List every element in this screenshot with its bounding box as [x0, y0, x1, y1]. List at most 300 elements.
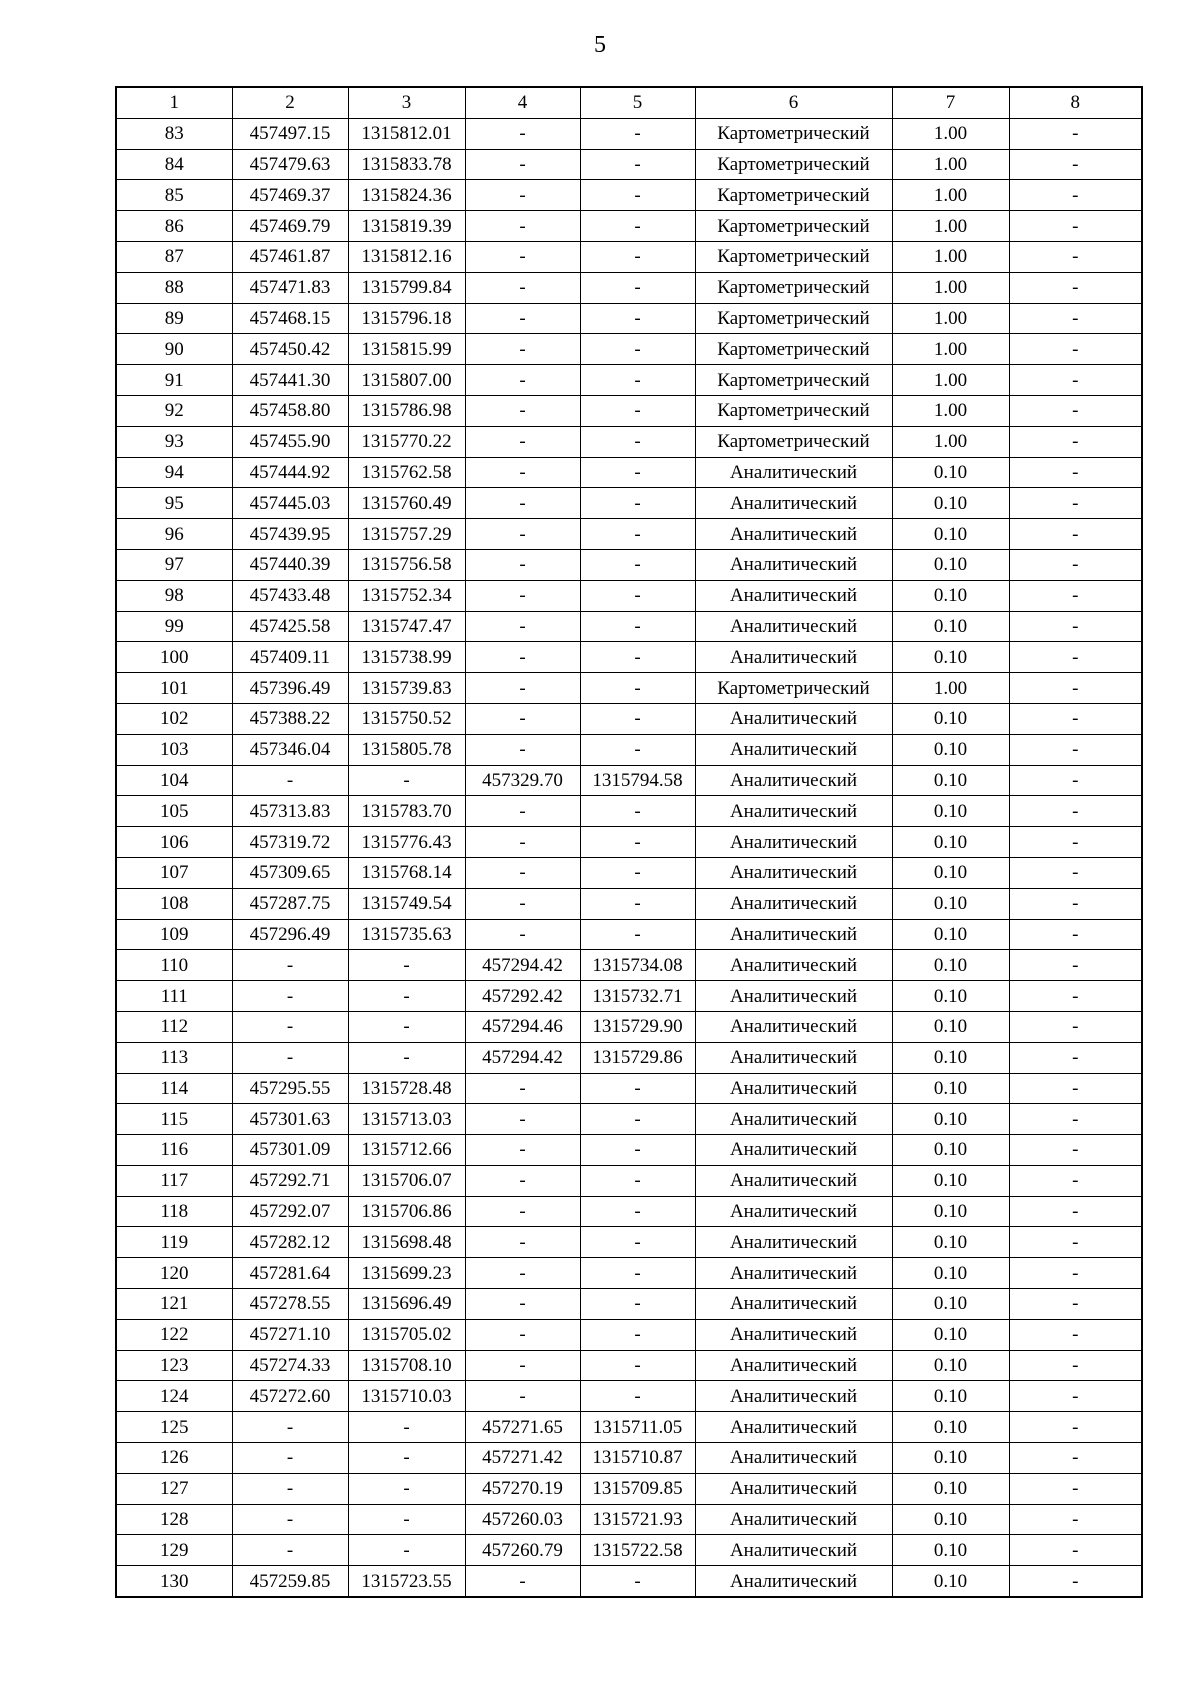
table-cell: -	[1009, 303, 1142, 334]
table-cell: 0.10	[892, 1381, 1009, 1412]
table-cell: Аналитический	[695, 1412, 892, 1443]
table-cell: -	[1009, 334, 1142, 365]
table-cell: -	[580, 1289, 695, 1320]
table-cell: -	[580, 827, 695, 858]
table-row	[116, 426, 1142, 457]
table-cell: -	[580, 1135, 695, 1166]
table-cell: 0.10	[892, 1289, 1009, 1320]
table-cell: -	[465, 1073, 580, 1104]
table-cell: 1315799.84	[348, 272, 465, 303]
table-cell: -	[1009, 950, 1142, 981]
table-cell: -	[1009, 703, 1142, 734]
column-header: 4	[465, 87, 580, 118]
table-cell: -	[580, 1258, 695, 1289]
table-row	[116, 272, 1142, 303]
table-cell: -	[580, 1165, 695, 1196]
table-cell: Картометрический	[695, 673, 892, 704]
table-cell: -	[580, 1104, 695, 1135]
table-cell: Аналитический	[695, 1165, 892, 1196]
table-cell: 1315757.29	[348, 519, 465, 550]
table-cell: -	[232, 765, 348, 796]
table-cell: 457296.49	[232, 919, 348, 950]
table-cell: 92	[116, 395, 232, 426]
table-cell: -	[348, 1443, 465, 1474]
table-cell: 457278.55	[232, 1289, 348, 1320]
table-cell: -	[1009, 734, 1142, 765]
table-cell: -	[580, 1350, 695, 1381]
table-cell: 0.10	[892, 457, 1009, 488]
table-cell: 457274.33	[232, 1350, 348, 1381]
table-cell: 0.10	[892, 981, 1009, 1012]
table-cell: 0.10	[892, 1196, 1009, 1227]
table-cell: 95	[116, 488, 232, 519]
table-cell: Аналитический	[695, 765, 892, 796]
table-cell: 457396.49	[232, 673, 348, 704]
table-cell: Аналитический	[695, 519, 892, 550]
table-cell: -	[465, 734, 580, 765]
table-cell: 0.10	[892, 580, 1009, 611]
table-row	[116, 1104, 1142, 1135]
table-cell: 1315762.58	[348, 457, 465, 488]
table-cell: 457292.07	[232, 1196, 348, 1227]
table-cell: -	[465, 1258, 580, 1289]
table-cell: -	[465, 395, 580, 426]
table-cell: 98	[116, 580, 232, 611]
table-row	[116, 1258, 1142, 1289]
table-cell: 107	[116, 857, 232, 888]
table-cell: 104	[116, 765, 232, 796]
table-cell: -	[580, 426, 695, 457]
table-cell: 84	[116, 149, 232, 180]
table-cell: 1315760.49	[348, 488, 465, 519]
table-cell: 1315833.78	[348, 149, 465, 180]
table-cell: -	[580, 149, 695, 180]
table-row	[116, 1473, 1142, 1504]
table-cell: 1315812.16	[348, 241, 465, 272]
table-cell: 457281.64	[232, 1258, 348, 1289]
table-cell: -	[232, 1412, 348, 1443]
table-cell: 457439.95	[232, 519, 348, 550]
table-row	[116, 1566, 1142, 1597]
table-cell: 123	[116, 1350, 232, 1381]
table-cell: -	[348, 1412, 465, 1443]
table-cell: -	[465, 1165, 580, 1196]
table-cell: 1315713.03	[348, 1104, 465, 1135]
table-cell: 457409.11	[232, 642, 348, 673]
column-header: 2	[232, 87, 348, 118]
table-row	[116, 149, 1142, 180]
table-cell: -	[580, 519, 695, 550]
table-row	[116, 642, 1142, 673]
table-cell: -	[580, 642, 695, 673]
table-cell: -	[580, 457, 695, 488]
table-cell: 96	[116, 519, 232, 550]
table-cell: Картометрический	[695, 118, 892, 149]
table-cell: 1.00	[892, 334, 1009, 365]
table-cell: 1315709.85	[580, 1473, 695, 1504]
table-cell: 1315710.03	[348, 1381, 465, 1412]
table-cell: -	[1009, 1104, 1142, 1135]
table-cell: -	[1009, 888, 1142, 919]
table-cell: 457287.75	[232, 888, 348, 919]
table-cell: -	[465, 1196, 580, 1227]
table-cell: 0.10	[892, 1135, 1009, 1166]
table-cell: Аналитический	[695, 488, 892, 519]
table-cell: 457445.03	[232, 488, 348, 519]
table-row	[116, 919, 1142, 950]
table-cell: Аналитический	[695, 1042, 892, 1073]
table-cell: 108	[116, 888, 232, 919]
table-cell: -	[1009, 857, 1142, 888]
table-cell: -	[1009, 1504, 1142, 1535]
table-cell: -	[465, 272, 580, 303]
table-cell: Картометрический	[695, 180, 892, 211]
table-cell: -	[465, 1381, 580, 1412]
table-row	[116, 1319, 1142, 1350]
table-cell: -	[465, 241, 580, 272]
table-cell: 1315699.23	[348, 1258, 465, 1289]
table-cell: 1315807.00	[348, 365, 465, 396]
table-cell: 1315776.43	[348, 827, 465, 858]
table-row	[116, 1042, 1142, 1073]
table-header-row	[116, 87, 1142, 118]
table-row	[116, 950, 1142, 981]
table-cell: -	[580, 580, 695, 611]
table-cell: -	[348, 1504, 465, 1535]
table-cell: Аналитический	[695, 580, 892, 611]
table-cell: 1315721.93	[580, 1504, 695, 1535]
table-cell: 457479.63	[232, 149, 348, 180]
table-cell: 129	[116, 1535, 232, 1566]
table-cell: 1315794.58	[580, 765, 695, 796]
table-cell: 83	[116, 118, 232, 149]
table-cell: 1.00	[892, 303, 1009, 334]
table-row	[116, 519, 1142, 550]
table-cell: -	[465, 1104, 580, 1135]
table-row	[116, 334, 1142, 365]
table-cell: -	[580, 1227, 695, 1258]
table-cell: -	[465, 580, 580, 611]
table-cell: Аналитический	[695, 734, 892, 765]
table-cell: 127	[116, 1473, 232, 1504]
table-cell: 0.10	[892, 519, 1009, 550]
table-cell: -	[465, 1319, 580, 1350]
table-cell: 86	[116, 211, 232, 242]
table-cell: Аналитический	[695, 642, 892, 673]
table-cell: Аналитический	[695, 1319, 892, 1350]
table-cell: 457301.63	[232, 1104, 348, 1135]
table-cell: -	[1009, 395, 1142, 426]
table-cell: -	[232, 1443, 348, 1474]
table-cell: 457329.70	[465, 765, 580, 796]
table-cell: 1.00	[892, 365, 1009, 396]
table-cell: -	[580, 365, 695, 396]
table-cell: Аналитический	[695, 1258, 892, 1289]
table-cell: 0.10	[892, 1011, 1009, 1042]
table-row	[116, 549, 1142, 580]
table-cell: -	[348, 981, 465, 1012]
table-cell: -	[1009, 426, 1142, 457]
table-cell: -	[580, 549, 695, 580]
table-cell: 105	[116, 796, 232, 827]
table-cell: -	[465, 703, 580, 734]
table-cell: 100	[116, 642, 232, 673]
table-row	[116, 118, 1142, 149]
table-cell: 121	[116, 1289, 232, 1320]
table-cell: 0.10	[892, 857, 1009, 888]
table-cell: -	[1009, 1319, 1142, 1350]
table-cell: -	[465, 1566, 580, 1597]
table-row	[116, 1165, 1142, 1196]
table-cell: Аналитический	[695, 549, 892, 580]
table-cell: 457295.55	[232, 1073, 348, 1104]
table-cell: -	[1009, 1011, 1142, 1042]
table-cell: 1.00	[892, 180, 1009, 211]
table-cell: -	[580, 1381, 695, 1412]
table-cell: 1315729.86	[580, 1042, 695, 1073]
table-cell: -	[1009, 1289, 1142, 1320]
table-row	[116, 1011, 1142, 1042]
table-cell: 94	[116, 457, 232, 488]
table-cell: 0.10	[892, 734, 1009, 765]
table-cell: 1.00	[892, 241, 1009, 272]
table-cell: 0.10	[892, 1165, 1009, 1196]
table-cell: 91	[116, 365, 232, 396]
table-cell: 111	[116, 981, 232, 1012]
table-cell: 0.10	[892, 1443, 1009, 1474]
table-cell: 0.10	[892, 919, 1009, 950]
table-cell: 457440.39	[232, 549, 348, 580]
table-cell: 0.10	[892, 796, 1009, 827]
table-cell: 0.10	[892, 888, 1009, 919]
table-row	[116, 1350, 1142, 1381]
table-cell: -	[1009, 118, 1142, 149]
table-cell: -	[580, 611, 695, 642]
table-row	[116, 611, 1142, 642]
table-cell: -	[1009, 519, 1142, 550]
table-row	[116, 827, 1142, 858]
table-cell: 1.00	[892, 211, 1009, 242]
table-cell: 87	[116, 241, 232, 272]
table-cell: 457458.80	[232, 395, 348, 426]
table-cell: -	[580, 180, 695, 211]
table-cell: -	[348, 765, 465, 796]
table-row	[116, 888, 1142, 919]
table-cell: Аналитический	[695, 1350, 892, 1381]
table-cell: 0.10	[892, 1350, 1009, 1381]
table-cell: -	[1009, 1073, 1142, 1104]
table-cell: -	[232, 950, 348, 981]
table-cell: 1315812.01	[348, 118, 465, 149]
column-header: 5	[580, 87, 695, 118]
table-cell: -	[465, 919, 580, 950]
table-cell: 457450.42	[232, 334, 348, 365]
table-cell: 1315706.86	[348, 1196, 465, 1227]
table-cell: 0.10	[892, 703, 1009, 734]
table-cell: Картометрический	[695, 426, 892, 457]
table-cell: Картометрический	[695, 272, 892, 303]
table-cell: -	[1009, 211, 1142, 242]
table-row	[116, 580, 1142, 611]
table-cell: 457294.46	[465, 1011, 580, 1042]
table-cell: 125	[116, 1412, 232, 1443]
table-cell: 457455.90	[232, 426, 348, 457]
table-cell: -	[1009, 1381, 1142, 1412]
table-cell: 128	[116, 1504, 232, 1535]
table-cell: 457292.71	[232, 1165, 348, 1196]
table-cell: 0.10	[892, 1258, 1009, 1289]
table-cell: 102	[116, 703, 232, 734]
table-cell: 124	[116, 1381, 232, 1412]
table-cell: 457272.60	[232, 1381, 348, 1412]
table-cell: 457319.72	[232, 827, 348, 858]
table-cell: -	[580, 334, 695, 365]
table-cell: 457388.22	[232, 703, 348, 734]
table-cell: 1315783.70	[348, 796, 465, 827]
table-cell: -	[348, 950, 465, 981]
table-row	[116, 457, 1142, 488]
table-cell: 1.00	[892, 673, 1009, 704]
table-cell: 1315768.14	[348, 857, 465, 888]
table-cell: Аналитический	[695, 888, 892, 919]
table-cell: 1315739.83	[348, 673, 465, 704]
table-cell: 0.10	[892, 1319, 1009, 1350]
table-cell: Аналитический	[695, 919, 892, 950]
table-cell: -	[1009, 981, 1142, 1012]
table-cell: 457469.37	[232, 180, 348, 211]
table-cell: Аналитический	[695, 981, 892, 1012]
table-cell: -	[465, 796, 580, 827]
table-row	[116, 1073, 1142, 1104]
table-cell: -	[580, 211, 695, 242]
table-cell: -	[465, 611, 580, 642]
table-cell: -	[465, 519, 580, 550]
table-cell: Аналитический	[695, 1104, 892, 1135]
table-cell: 1315786.98	[348, 395, 465, 426]
table-cell: 0.10	[892, 1104, 1009, 1135]
table-cell: Аналитический	[695, 1011, 892, 1042]
table-cell: -	[1009, 611, 1142, 642]
table-cell: 1315706.07	[348, 1165, 465, 1196]
table-cell: 0.10	[892, 1504, 1009, 1535]
table-cell: -	[580, 888, 695, 919]
table-cell: Аналитический	[695, 1473, 892, 1504]
table-cell: 115	[116, 1104, 232, 1135]
table-cell: 126	[116, 1443, 232, 1474]
table-cell: Картометрический	[695, 211, 892, 242]
table-cell: -	[1009, 1443, 1142, 1474]
table-cell: 1315805.78	[348, 734, 465, 765]
table-cell: 457294.42	[465, 950, 580, 981]
table-row	[116, 395, 1142, 426]
table-cell: 457260.79	[465, 1535, 580, 1566]
table-cell: 120	[116, 1258, 232, 1289]
table-row	[116, 488, 1142, 519]
table-cell: 457294.42	[465, 1042, 580, 1073]
table-cell: -	[1009, 1350, 1142, 1381]
table-cell: 1315708.10	[348, 1350, 465, 1381]
page-number: 5	[594, 32, 606, 58]
table-cell: -	[580, 395, 695, 426]
table-cell: 1315824.36	[348, 180, 465, 211]
table-cell: -	[465, 888, 580, 919]
table-cell: -	[580, 241, 695, 272]
table-cell: -	[465, 149, 580, 180]
table-cell: -	[1009, 796, 1142, 827]
table-cell: 0.10	[892, 1227, 1009, 1258]
table-cell: 457259.85	[232, 1566, 348, 1597]
table-cell: -	[1009, 1135, 1142, 1166]
table-cell: Аналитический	[695, 457, 892, 488]
table-cell: Картометрический	[695, 395, 892, 426]
table-cell: -	[465, 1135, 580, 1166]
table-row	[116, 1412, 1142, 1443]
table-cell: -	[580, 272, 695, 303]
table-cell: 0.10	[892, 1073, 1009, 1104]
table-cell: -	[465, 827, 580, 858]
table-cell: 1315732.71	[580, 981, 695, 1012]
table-cell: 110	[116, 950, 232, 981]
table-cell: -	[580, 488, 695, 519]
table-cell: 1.00	[892, 118, 1009, 149]
table-cell: -	[580, 673, 695, 704]
table-cell: -	[465, 365, 580, 396]
table-cell: 457301.09	[232, 1135, 348, 1166]
table-cell: 118	[116, 1196, 232, 1227]
table-cell: 0.10	[892, 1473, 1009, 1504]
table-row	[116, 180, 1142, 211]
table-cell: 113	[116, 1042, 232, 1073]
table-cell: 457425.58	[232, 611, 348, 642]
table-cell: -	[348, 1473, 465, 1504]
table-cell: Аналитический	[695, 1443, 892, 1474]
table-cell: 457282.12	[232, 1227, 348, 1258]
table-cell: Аналитический	[695, 1504, 892, 1535]
table-cell: -	[1009, 1227, 1142, 1258]
table-cell: 97	[116, 549, 232, 580]
table-cell: Картометрический	[695, 149, 892, 180]
table-cell: 0.10	[892, 488, 1009, 519]
table-cell: Аналитический	[695, 1535, 892, 1566]
table-cell: 119	[116, 1227, 232, 1258]
table-cell: -	[465, 180, 580, 211]
table-cell: -	[1009, 1535, 1142, 1566]
table-cell: 0.10	[892, 1042, 1009, 1073]
table-cell: Аналитический	[695, 1566, 892, 1597]
table-cell: 457271.10	[232, 1319, 348, 1350]
table-cell: 1315750.52	[348, 703, 465, 734]
table-cell: 457271.42	[465, 1443, 580, 1474]
table-cell: 1315723.55	[348, 1566, 465, 1597]
table-cell: -	[465, 488, 580, 519]
table-cell: -	[232, 1504, 348, 1535]
table-cell: 88	[116, 272, 232, 303]
table-cell: 93	[116, 426, 232, 457]
table-row	[116, 303, 1142, 334]
table-cell: -	[1009, 765, 1142, 796]
table-cell: -	[1009, 1412, 1142, 1443]
table-cell: Аналитический	[695, 796, 892, 827]
table-cell: -	[580, 796, 695, 827]
table-cell: 1315738.99	[348, 642, 465, 673]
table-cell: 457433.48	[232, 580, 348, 611]
table-cell: -	[1009, 365, 1142, 396]
table-cell: 1315756.58	[348, 549, 465, 580]
table-cell: -	[465, 1227, 580, 1258]
table-cell: -	[465, 1350, 580, 1381]
table-cell: -	[1009, 180, 1142, 211]
table-cell: 101	[116, 673, 232, 704]
